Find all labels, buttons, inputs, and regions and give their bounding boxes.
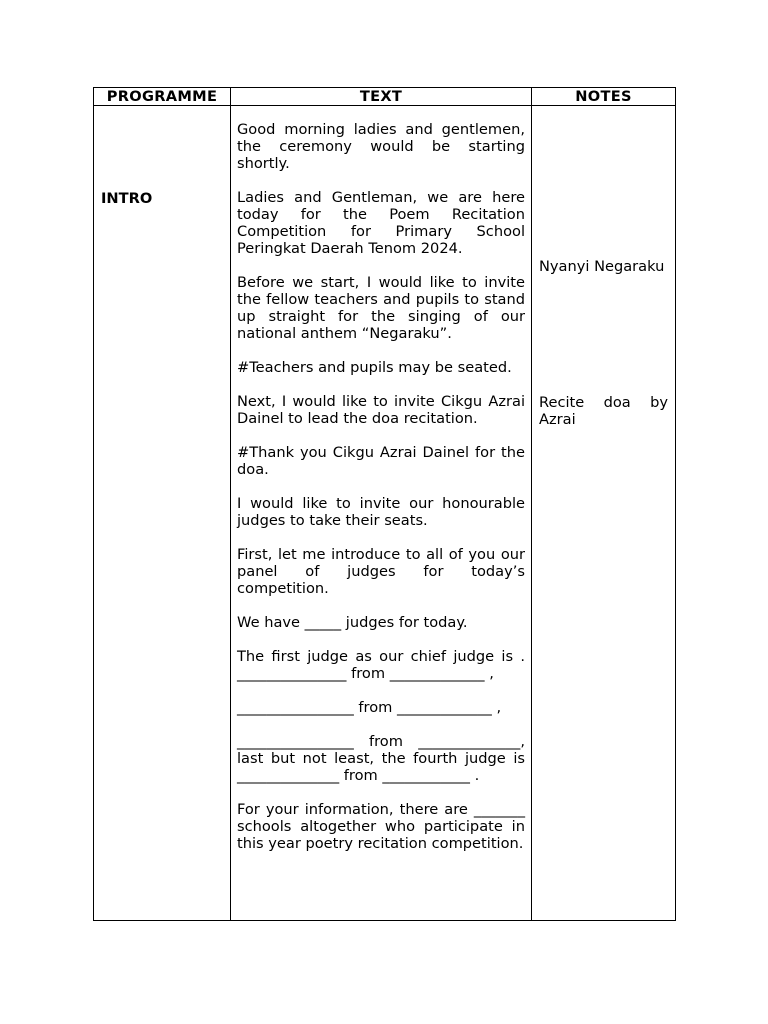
script-paragraph: Before we start, I would like to invite the fellow teachers and pupils to stand up straight for the singing of our national anthem “Negaraku”. [237,274,525,342]
script-paragraph: ________________ from ______________, last but not least, the fourth judge is ______________ from ____________ . [237,733,525,784]
programme-script-table [93,87,676,921]
script-paragraph: Next, I would like to invite Cikgu Azrai Dainel to lead the doa recitation. [237,393,525,427]
note-item: Nyanyi Negaraku [539,258,665,275]
script-paragraph: ________________ from _____________ , [237,699,502,716]
script-paragraph: Ladies and Gentleman, we are here today for the Poem Recitation Competition for Primary School Peringkat Daerah Tenom 2024. [237,189,525,257]
script-paragraph: First, let me introduce to all of you our panel of judges for today’s competition. [237,546,525,597]
script-paragraph: We have _____ judges for today. [237,614,468,631]
programme-label: INTRO [101,190,153,207]
script-paragraph: For your information, there are _______ schools altogether who participate in this year poetry recitation competition. [237,801,525,852]
script-paragraph: I would like to invite our honourable judges to take their seats. [237,495,525,529]
script-paragraph: #Teachers and pupils may be seated. [237,359,512,376]
script-paragraph: #Thank you Cikgu Azrai Dainel for the doa. [237,444,525,478]
text-cell [231,106,532,921]
script-paragraph: Good morning ladies and gentlemen, the ceremony would be starting shortly. [237,121,525,172]
script-paragraph: The first judge as our chief judge is . _______________ from _____________ , [237,648,525,682]
table-header-row [94,88,676,106]
header-text: TEXT [231,88,532,106]
note-item: Recite doa by Azrai [539,394,668,428]
header-programme: PROGRAMME [94,88,231,106]
table-row [94,106,676,921]
notes-cell [532,106,676,921]
programme-cell [94,106,231,921]
header-notes: NOTES [532,88,676,106]
